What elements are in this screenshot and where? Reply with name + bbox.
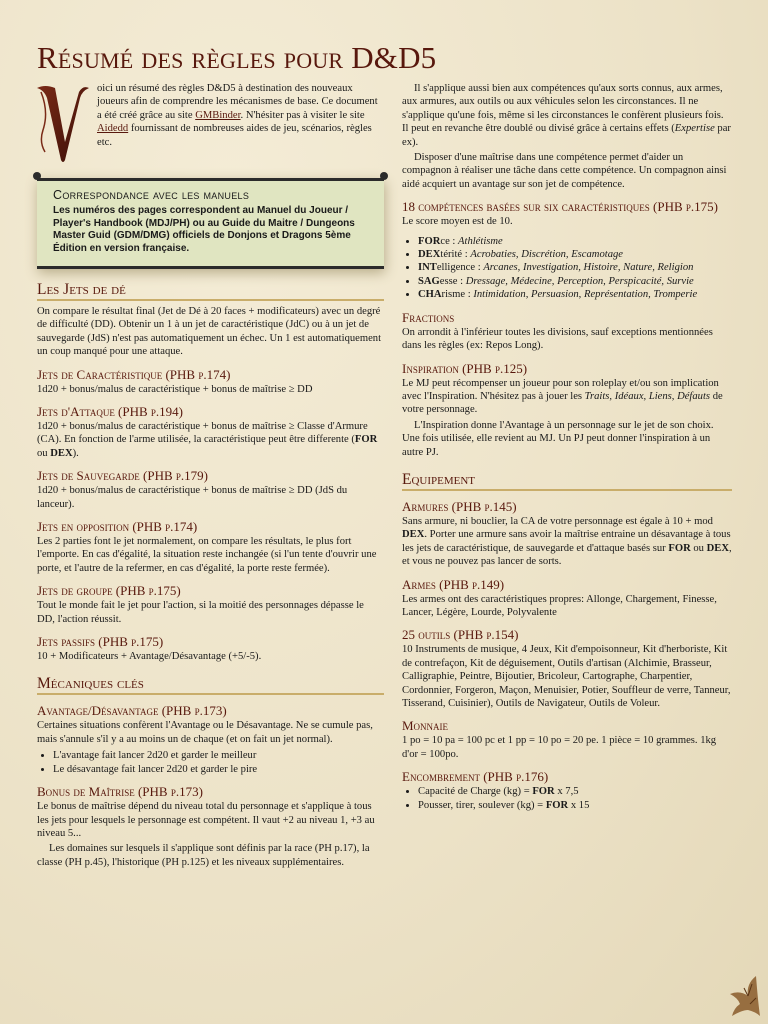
avantage-list [37,749,384,776]
list-item: • DEXtérité : Acrobaties, Discrétion, Escamotage [418,248,732,261]
heading-fractions: Fractions [402,309,455,325]
jets-intro: On compare le résultat final (Jet de Dé à 20 faces + modificateurs) avec un degré de difficulté (DD). Obtenir un 1 à un jet de caractéristique (JdC) ou à un jet de sauvegarde (JdS) n'est pas automatiquement un échec. Un 1 est automatiquement un coup manqué pour une attaque. [37,305,382,358]
fractions-text: On arrondit à l'inférieur toutes les divisions, sauf exceptions mentionnées dans les règles (ex: Repos Long). [402,326,713,352]
right-column [402,82,732,815]
note-title: Correspondance avec les manuels [53,188,250,202]
jets-passifs-text: 10 + Modificateurs + Avantage/Désavantage (+5/-5). [37,651,262,663]
heading-mecaniques: Mécaniques clés [37,675,384,695]
list-item: • INTelligence : Arcanes, Investigation, Histoire, Nature, Religion [418,261,732,274]
heading-bonus-maitrise: Bonus de Maîtrise (PHB p.173) [37,784,203,800]
competences-text: Le score moyen est de 10. [402,216,513,228]
intro [37,82,384,164]
maitrise-text-1: Il s'applique aussi bien aux compétences qu'aux sorts connus, aux armes, aux armures, aux outils ou aux véhicules selon les circonstances. Il ne s'applique qu'une fois, même si les circonstances le confèrent plusieurs fois. Il peut en revanche être doublé ou divisé grâce à certains effets (Expertise par ex). [402,83,731,148]
list-item: • Le désavantage fait lancer 2d20 et garder le pire [53,763,384,776]
heading-jets-groupe: Jets de groupe (PHB p.175) [37,583,181,599]
maitrise-text-2: Disposer d'une maîtrise dans une compétence permet d'aider un compagnon à réaliser une tâche dans cette compétence. Un compagnon ainsi aidé acquiert un avantage sur son jet de compétence. [402,152,727,190]
armures-text: Sans armure, ni bouclier, la CA de votre personnage est égale à 10 + mod DEX. Porter une armure sans avoir la maîtrise entraine un désavantage à tous les jets de caractéristique, de sauvegarde et d'attaque basés sur FOR ou DEX, et vous ne pouvez pas lancer de sorts. [402,515,732,568]
dropcap-icon [35,82,91,164]
heading-competences: 18 compétences basées sur six caractéristiques (PHB p.175) [402,199,718,215]
inspiration-text-2: L'Inspiration donne l'Avantage à un personnage sur le jet de son choix. Une fois utilisée, elle revient au MJ. Un PJ peut donner l'inspiration à un autre PJ. [402,419,714,458]
list-item: • FORce : Athlétisme [418,235,732,248]
heading-encombrement: Encombrement (PHB p.176) [402,769,549,785]
jets-attaque-text: 1d20 + bonus/malus de caractéristique + bonus de maîtrise ≥ Classe d'Armure (CA). En fonction de l'arme utilisée, la caractéristique peut être differente (FOR ou DEX). [37,421,378,459]
intro-text: oici un résumé des règles D&D5 à destination des nouveaux joueurs afin de comprendre les mécanismes de base. Ce document a été créé grâce au site GMBinder. N'hésiter pas à visiter le site Aidedd fournissant de nombreuses aides de jeu, scénarios, règles etc. [97,83,378,148]
heading-avantage: Avantage/Désavantage (PHB p.173) [37,703,227,719]
gmbinder-link[interactable]: GMBinder [195,109,241,121]
list-item: • L'avantage fait lancer 2d20 et garder le meilleur [53,749,384,762]
note-body: Les numéros des pages correspondent au Manuel du Joueur / Player's Handbook (MDJ/PH) ou au Guide du Maitre / Dungeons Master Guid (GDM/DMG) officiels de Donjons et Dragons 5ème Édition en version française. [53,204,355,255]
bonus-text-1: Le bonus de maîtrise dépend du niveau total du personnage et s'applique à tous les jets pour lesquels le personnage est compétent. Il vaut +2 au niveau 1, +3 au niveau 5... [37,801,375,839]
heading-jets-opposition: Jets en opposition (PHB p.174) [37,519,198,535]
heading-jets: Les Jets de dé [37,281,384,301]
jets-opposition-text: Les 2 parties font le jet normalement, on compare les résultats, le plus fort l'emporte. En cas d'égalité, la situation reste inchangée (si l'un tente d'ouvrir une porte, et l'autre de la refermer, en cas d'égalité, la porte reste fermée). [37,536,377,574]
list-item: • SAGesse : Dressage, Médecine, Perception, Perspicacité, Survie [418,275,732,288]
encombrement-list [402,785,732,812]
heading-armures: Armures (PHB p.145) [402,498,517,514]
manual-note-box [37,178,384,269]
list-item: • Pousser, tirer, soulever (kg) = FOR x 15 [418,799,732,812]
left-column [37,82,384,871]
heading-armes: Armes (PHB p.149) [402,576,505,592]
list-item: • Capacité de Charge (kg) = FOR x 7,5 [418,785,732,798]
heading-inspiration: Inspiration (PHB p.125) [402,360,528,376]
aidedd-link[interactable]: Aidedd [97,123,129,135]
inspiration-text-1: Le MJ peut récompenser un joueur pour son roleplay et/ou son implication avec l'Inspiration. N'hésitez pas à jouer les Traits, Idéaux, Liens, Défauts de votre personnage. [402,377,723,416]
outils-text: 10 Instruments de musique, 4 Jeux, Kit d'empoisonneur, Kit d'herboriste, Kit de contrefaçon, Kit de déguisement, Outils d'artisan (Alchimie, Brasseur, Calligraphie, Peintre, Bijoutier, Bricoleur, Cartographe, Charpentier, Cordonnier, Forgeron, Maçon, Menuisier, Potier, Souffleur de verre, Tanneur, Tisserand, Cuisinier), Outils de Navigateur, Outils de Voleur. [402,644,731,709]
avantage-text: Certaines situations confèrent l'Avantage ou le Désavantage. Ne se cumule pas, mais s'annule s'il y a au moins un de chaque (et on fait un jet normal). [37,720,373,745]
list-item: • CHArisme : Intimidation, Persuasion, Représentation, Tromperie [418,288,732,301]
armes-text: Les armes ont des caractéristiques propres: Allonge, Chargement, Finesse, Lancer, Légère, Lourde, Polyvalente [402,593,717,618]
bonus-text-2: Les domaines sur lesquels il s'applique sont définis par la race (PH p.17), la classe (PH p.45), l'historique (PH p.125) et les niveaux supplémentaires. [37,843,370,868]
heading-jets-carac: Jets de Caractéristique (PHB p.174) [37,366,231,382]
jets-sauvegarde-text: 1d20 + bonus/malus de caractéristique + bonus de maîtrise ≥ DD (JdS du lanceur). [37,485,348,510]
heading-monnaie: Monnaie [402,718,449,734]
dragon-icon [726,972,762,1018]
jets-carac-text: 1d20 + bonus/malus de caractéristique + bonus de maîtrise ≥ DD [37,383,313,395]
heading-jets-sauvegarde: Jets de Sauvegarde (PHB p.179) [37,468,208,484]
page-title: Résumé des règles pour D&D5 [37,40,437,75]
competences-list [402,235,732,302]
heading-jets-passifs: Jets passifs (PHB p.175) [37,634,164,650]
heading-outils: 25 outils (PHB p.154) [402,627,519,643]
heading-equipement: Equipement [402,471,732,491]
jets-groupe-text: Tout le monde fait le jet pour l'action, si la moitié des personnages dépasse le DD, l'action réussit. [37,600,364,625]
monnaie-text: 1 po = 10 pa = 100 pc et 1 pp = 10 po = 20 pe. 1 pièce = 10 grammes. 1kg d'or = 100po. [402,735,717,760]
heading-jets-attaque: Jets d'Attaque (PHB p.194) [37,404,184,420]
